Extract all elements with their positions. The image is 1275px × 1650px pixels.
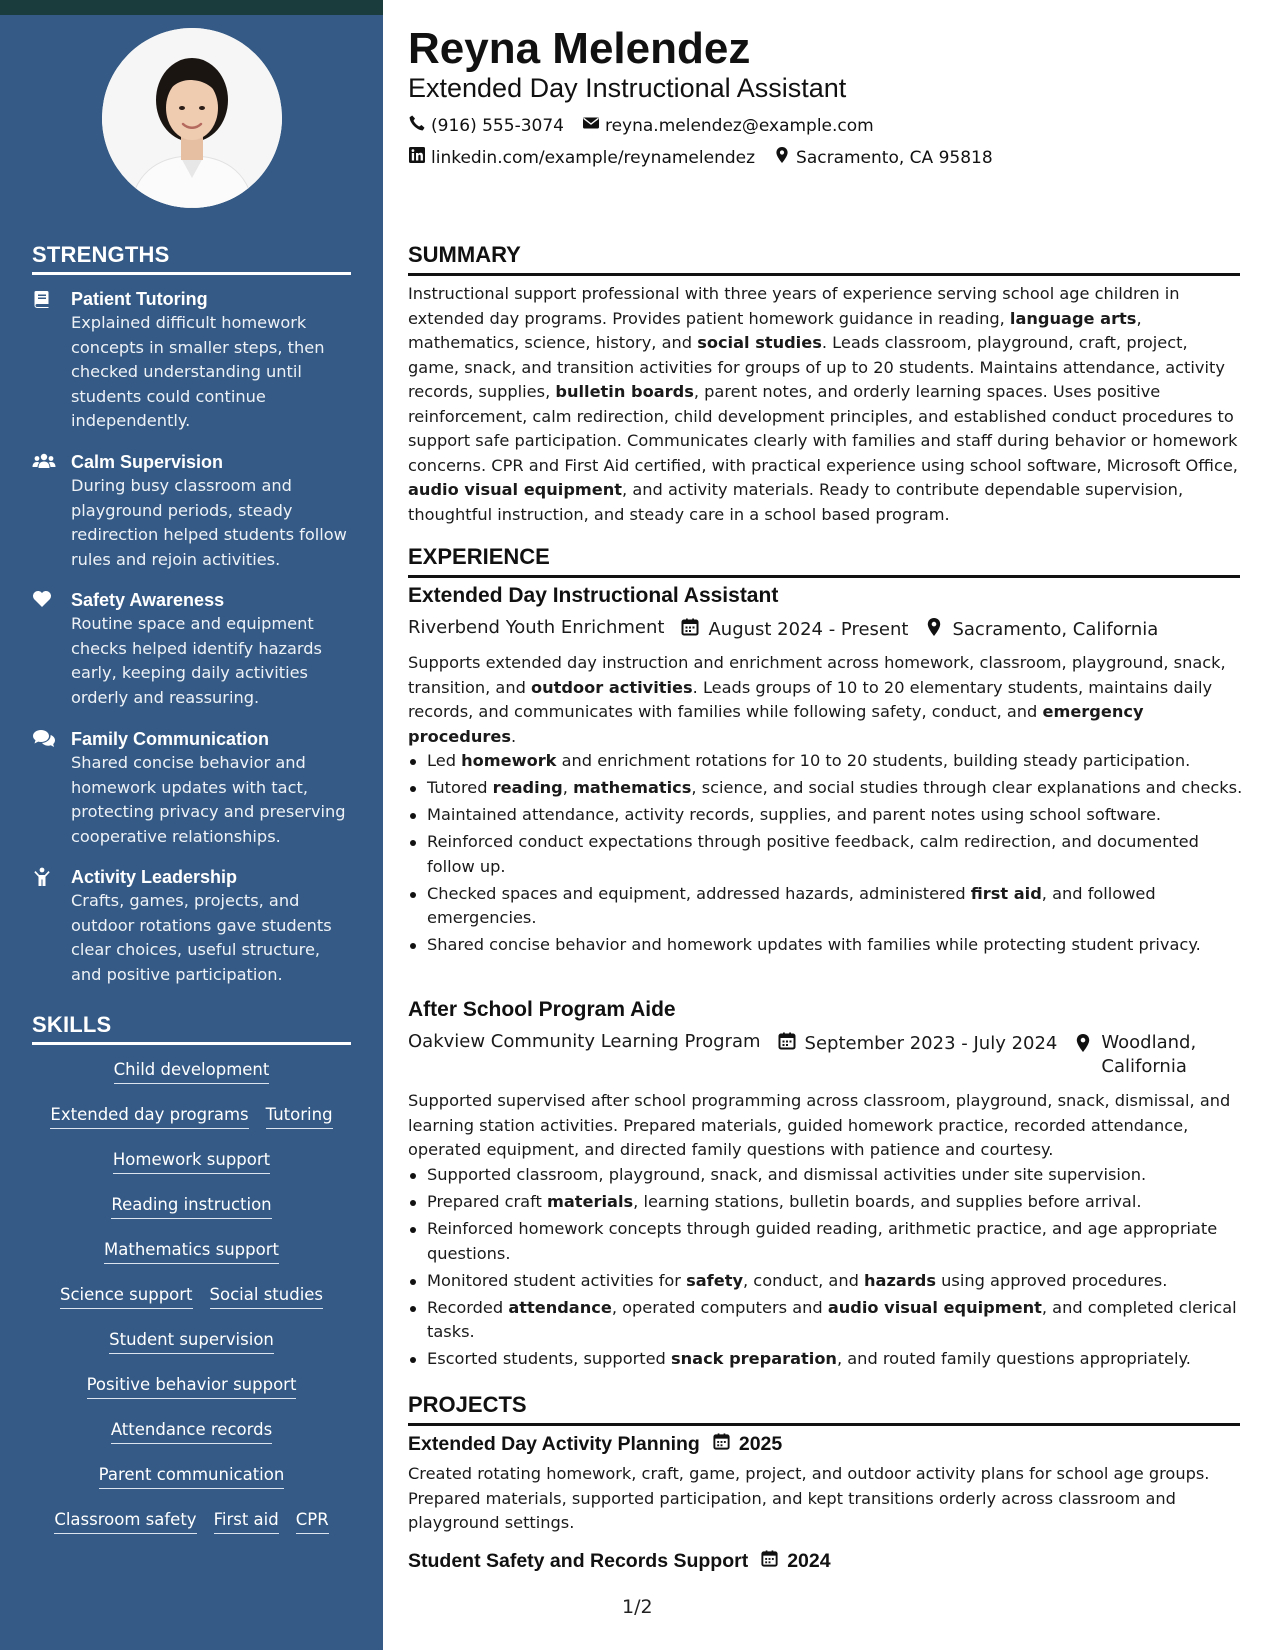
skill-tag: Attendance records xyxy=(111,1419,272,1444)
skill-tag: Student supervision xyxy=(109,1329,274,1354)
date-range: August 2024 - Present xyxy=(708,619,909,640)
skill-row xyxy=(32,1284,351,1329)
linkedin-contact[interactable] xyxy=(408,146,755,169)
skill-row xyxy=(32,1419,351,1464)
list-item: Led homework and enrichment rotations for 10 to 20 students, building steady participation. xyxy=(408,749,1243,774)
chat-icon xyxy=(32,729,54,749)
job-dates xyxy=(680,617,908,642)
map-pin-icon xyxy=(924,617,944,642)
contact-row-2 xyxy=(408,146,993,169)
skill-row xyxy=(32,1374,351,1419)
strength-description: Routine space and equipment checks helped identify hazards early, keeping daily activities orderly and reassuring. xyxy=(71,614,322,707)
list-item: Recorded attendance, operated computers and audio visual equipment, and completed clerical tasks. xyxy=(408,1296,1243,1345)
year-text: 2024 xyxy=(787,1550,831,1572)
skill-tag: Extended day programs xyxy=(50,1104,248,1129)
job-bullets xyxy=(408,749,1243,960)
linkedin-icon xyxy=(408,146,426,169)
calendar-icon xyxy=(712,1432,731,1457)
strength-title: Safety Awareness xyxy=(71,590,225,610)
list-item: Escorted students, supported snack preparation, and routed family questions appropriately. xyxy=(408,1347,1243,1372)
skill-row xyxy=(32,1104,351,1149)
project-year xyxy=(760,1549,830,1574)
project-title: Student Safety and Records Support xyxy=(408,1550,749,1572)
skill-tag: Science support xyxy=(60,1284,193,1309)
strength-description: Explained difficult homework concepts in smaller steps, then checked understanding until students could continue independently. xyxy=(71,313,325,430)
job-meta xyxy=(408,617,1243,642)
page-number: 1/2 xyxy=(622,1596,653,1618)
strength-patient-tutoring xyxy=(32,287,354,434)
contact-row-1 xyxy=(408,114,874,137)
strength-title: Calm Supervision xyxy=(71,452,224,472)
summary-heading: SUMMARY xyxy=(408,242,1240,276)
strength-description: During busy classroom and playground periods, steady redirection helped students follow rules and rejoin activities. xyxy=(71,476,347,569)
skills-list xyxy=(32,1059,351,1554)
year-text: 2025 xyxy=(738,1433,783,1455)
skill-row xyxy=(32,1059,351,1104)
skill-row xyxy=(32,1464,351,1509)
email-contact[interactable] xyxy=(582,114,874,137)
job-location xyxy=(1073,1031,1223,1079)
job-meta xyxy=(408,1031,1243,1079)
sidebar-top-bar xyxy=(0,0,383,15)
list-item: Reinforced homework concepts through guided reading, arithmetic practice, and age appropriate questions. xyxy=(408,1217,1243,1266)
skill-tag: Classroom safety xyxy=(54,1509,196,1534)
summary-text: Instructional support professional with three years of experience serving school age children in extended day programs. Provides patient homework guidance in reading, language arts, mathematics, science, history, and social studies. Leads classroom, playground, craft, project, game, snack, and transition activities for groups of up to 20 students. Maintains attendance, activity records, supplies, bulletin boards, parent notes, and orderly learning spaces. Uses positive reinforcement, calm redirection, child development principles, and established conduct procedures to support safe participation. Communicates clearly with families and staff during behavior or homework concerns. CPR and First Aid certified, with practical experience using school software, Microsoft Office, audio visual equipment, and activity materials. Ready to contribute dependable supervision, thoughtful instruction, and steady care in a school based program. xyxy=(408,284,1238,524)
map-pin-icon xyxy=(1073,1033,1093,1058)
skill-row xyxy=(32,1194,351,1239)
project-title-row xyxy=(408,1549,831,1574)
candidate-role: Extended Day Instructional Assistant xyxy=(408,73,847,103)
list-item: Monitored student activities for safety, conduct, and hazards using approved procedures. xyxy=(408,1269,1243,1294)
skill-row xyxy=(32,1149,351,1194)
skill-tag: Child development xyxy=(114,1059,270,1084)
strength-description: Shared concise behavior and homework updates with tact, protecting privacy and preserving cooperative relationships. xyxy=(71,753,346,846)
strengths-heading: STRENGTHS xyxy=(32,242,351,275)
job-title: After School Program Aide xyxy=(408,998,676,1021)
skill-tag: Positive behavior support xyxy=(87,1374,297,1399)
skill-tag: First aid xyxy=(214,1509,279,1534)
location-text: Woodland, California xyxy=(1101,1032,1197,1077)
phone-number: (916) 555-3074 xyxy=(431,115,564,136)
job-intro: Supports extended day instruction and enrichment across homework, classroom, playground, snack, transition, and outdoor activities. Leads groups of 10 to 20 elementary students, maintains daily records, and communicates with families while following safety, conduct, and emergency procedures. xyxy=(408,653,1226,746)
group-icon xyxy=(32,452,54,472)
skill-row xyxy=(32,1239,351,1284)
skill-tag: Reading instruction xyxy=(111,1194,271,1219)
phone-contact[interactable] xyxy=(408,114,564,137)
heart-icon xyxy=(32,590,54,610)
email-address: reyna.melendez@example.com xyxy=(604,115,874,136)
strength-title: Patient Tutoring xyxy=(71,289,208,309)
project-title: Extended Day Activity Planning xyxy=(408,1433,700,1455)
linkedin-url: linkedin.com/example/reynamelendez xyxy=(431,147,756,168)
calendar-icon xyxy=(760,1549,779,1574)
skill-tag: Homework support xyxy=(113,1149,270,1174)
projects-heading: PROJECTS xyxy=(408,1392,1240,1426)
strength-family-communication xyxy=(32,727,354,849)
child-icon xyxy=(32,867,54,887)
location-text: Sacramento, California xyxy=(952,619,1159,640)
list-item: Tutored reading, mathematics, science, and social studies through clear explanations and checks. xyxy=(408,776,1243,801)
location-contact xyxy=(773,146,993,169)
profile-photo xyxy=(102,28,282,208)
strength-title: Activity Leadership xyxy=(71,867,238,887)
job-bullets xyxy=(408,1163,1243,1374)
skill-row xyxy=(32,1329,351,1374)
candidate-name: Reyna Melendez xyxy=(408,24,751,73)
project-title-row xyxy=(408,1432,782,1457)
calendar-icon xyxy=(680,617,700,642)
project-description: Created rotating homework, craft, game, project, and outdoor activity plans for school age groups. Prepared materials, supported participation, and kept transitions orderly across classroom and playground settings. xyxy=(408,1464,1210,1532)
calendar-icon xyxy=(777,1031,797,1056)
skills-heading: SKILLS xyxy=(32,1012,351,1045)
project-year xyxy=(712,1432,782,1457)
company-name: Riverbend Youth Enrichment xyxy=(408,617,665,638)
skill-tag: Tutoring xyxy=(266,1104,333,1129)
strength-title: Family Communication xyxy=(71,729,270,749)
skill-tag: Mathematics support xyxy=(104,1239,279,1264)
strength-description: Crafts, games, projects, and outdoor rotations gave students clear choices, useful structure, and positive participation. xyxy=(71,891,332,984)
envelope-icon xyxy=(582,114,600,137)
list-item: Shared concise behavior and homework updates with families while protecting student privacy. xyxy=(408,933,1243,958)
job-location xyxy=(924,617,1158,642)
list-item: Maintained attendance, activity records, supplies, and parent notes using school software. xyxy=(408,803,1243,828)
list-item: Supported classroom, playground, snack, and dismissal activities under site supervision. xyxy=(408,1163,1243,1188)
experience-heading: EXPERIENCE xyxy=(408,544,1240,578)
book-icon xyxy=(32,289,54,309)
sidebar xyxy=(0,0,383,1650)
strength-safety-awareness xyxy=(32,588,354,710)
list-item: Reinforced conduct expectations through positive feedback, calm redirection, and documented follow up. xyxy=(408,830,1243,879)
job-intro: Supported supervised after school programming across classroom, playground, snack, dismissal, and learning station activities. Prepared materials, guided homework practice, recorded attendance, operated equipment, and directed family questions with patience and courtesy. xyxy=(408,1091,1231,1159)
phone-icon xyxy=(408,114,426,137)
list-item: Checked spaces and equipment, addressed hazards, administered first aid, and followed emergencies. xyxy=(408,882,1243,931)
strength-calm-supervision xyxy=(32,450,354,572)
company-name: Oakview Community Learning Program xyxy=(408,1031,761,1052)
job-dates xyxy=(777,1031,1058,1056)
map-pin-icon xyxy=(773,146,791,169)
location-text: Sacramento, CA 95818 xyxy=(796,147,993,168)
date-range: September 2023 - July 2024 xyxy=(804,1033,1058,1054)
skill-row xyxy=(32,1509,351,1554)
skill-tag: CPR xyxy=(296,1509,329,1534)
skill-tag: Social studies xyxy=(210,1284,324,1309)
skill-tag: Parent communication xyxy=(99,1464,285,1489)
strength-activity-leadership xyxy=(32,865,354,987)
list-item: Prepared craft materials, learning stations, bulletin boards, and supplies before arrival. xyxy=(408,1190,1243,1215)
job-title: Extended Day Instructional Assistant xyxy=(408,584,779,607)
